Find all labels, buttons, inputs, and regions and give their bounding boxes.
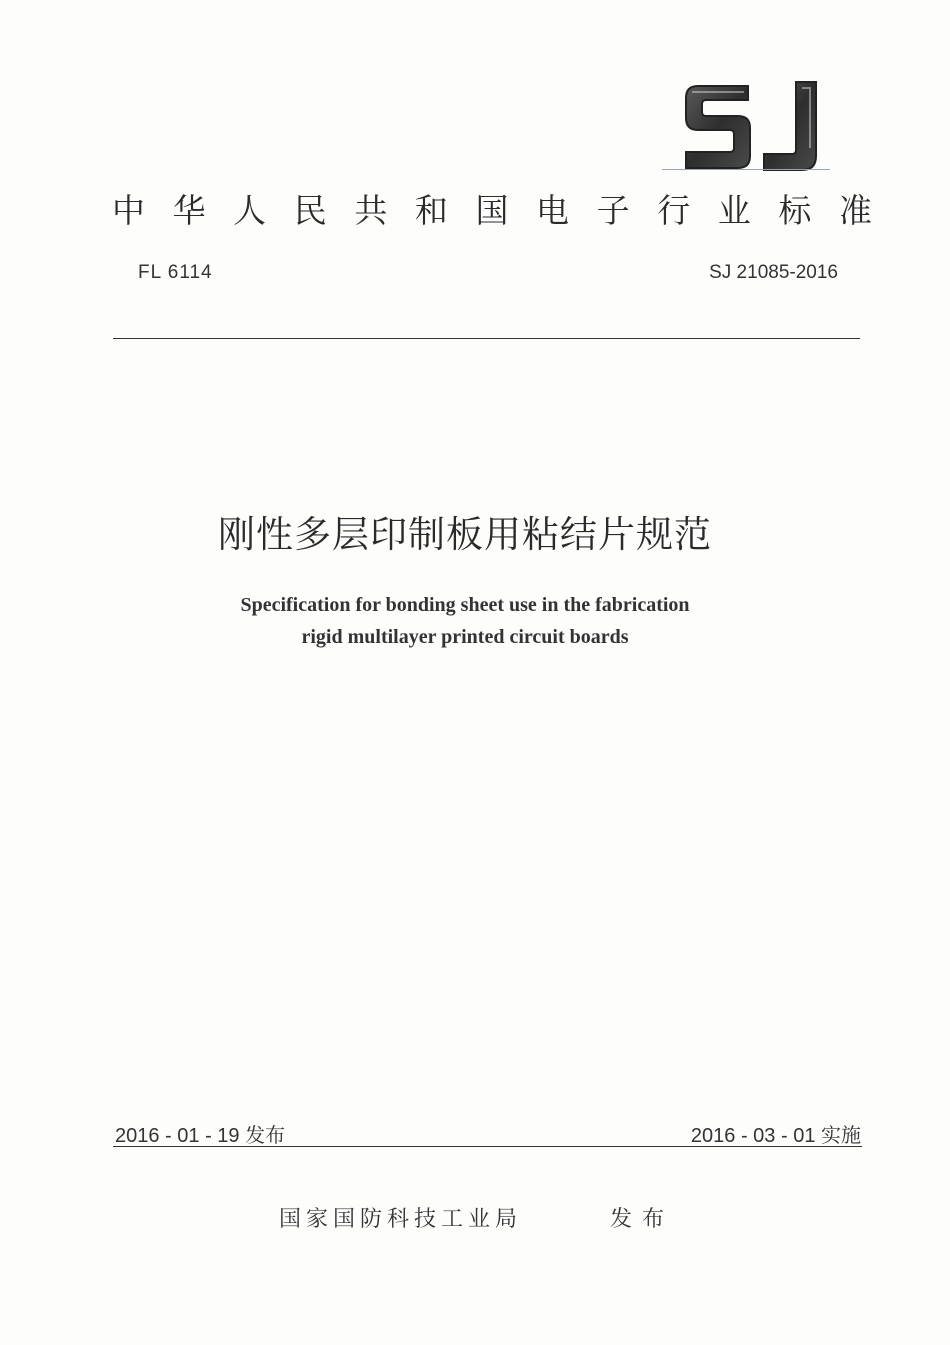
implementation-date	[691, 1119, 861, 1148]
implementation-date-value: 2016 - 03 - 01	[690, 1125, 816, 1147]
publisher-name: 国家国防科技工业局	[279, 1207, 523, 1232]
standard-type-char: 华	[172, 191, 206, 230]
issue-date	[115, 1119, 285, 1148]
sj-standard-logo	[678, 78, 828, 176]
publish-label: 发布	[610, 1207, 675, 1232]
standard-type-char: 民	[293, 191, 327, 230]
standard-type-char: 标	[778, 191, 812, 230]
standard-number: SJ 21085-2016	[709, 262, 838, 283]
standard-type-char: 人	[233, 191, 267, 230]
implementation-label: 实施	[821, 1123, 861, 1147]
chinese-title: 刚性多层印制板用粘结片规范	[218, 513, 712, 556]
standard-type-char: 中	[112, 191, 145, 230]
footer-divider	[113, 1146, 862, 1147]
standard-type-char: 国	[475, 191, 509, 230]
standard-type-char: 业	[717, 191, 751, 230]
standard-type-char: 准	[838, 191, 872, 230]
logo-underline	[662, 169, 830, 170]
issue-label: 发布	[245, 1123, 286, 1147]
english-title-line-2: rigid multilayer printed circuit boards	[301, 626, 629, 648]
standard-type-char: 和	[414, 191, 448, 230]
standard-type-title	[112, 186, 872, 236]
standard-type-char: 行	[657, 191, 691, 230]
sj-logo-icon	[678, 78, 828, 176]
header-divider	[113, 338, 860, 339]
issue-date-value: 2016 - 01 - 19	[115, 1125, 240, 1147]
standard-type-char: 共	[354, 191, 388, 230]
classification-code: FL 6114	[138, 262, 213, 283]
english-title-line-1: Specification for bonding sheet use in the fabrication	[240, 594, 690, 616]
standard-type-char: 子	[596, 191, 630, 230]
standard-type-char: 电	[536, 191, 570, 230]
